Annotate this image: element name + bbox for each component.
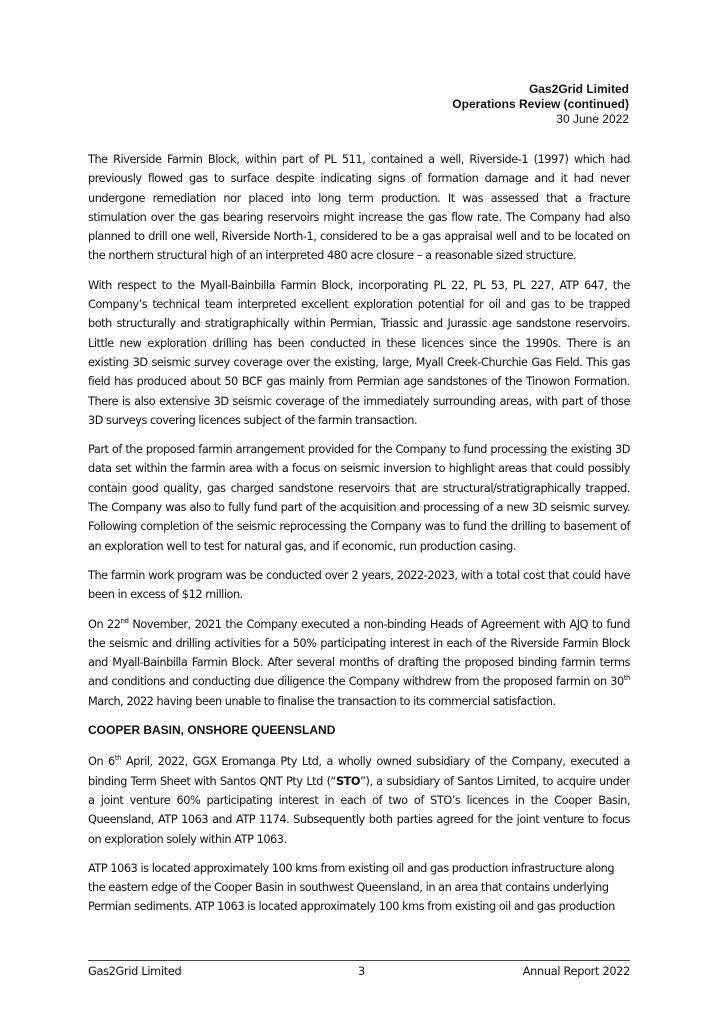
text-segment: March, 2022 having been unable to finalise the transaction to its commercial satisfaction. <box>88 694 556 708</box>
bold-term: STO <box>335 774 361 788</box>
header-company: Gas2Grid Limited <box>528 82 629 96</box>
footer-page-number: 3 <box>358 965 365 978</box>
header-section-title: Operations Review (continued) <box>452 97 629 111</box>
text-segment: November, 2021 the Company executed a non-binding Heads of Agreement with AJQ to fund the seismic and drilling activities for a 50% participating interest in each of the Riverside Farmin Block and Myall-Bainbilla Farmin Block. After several months of drafting the proposed binding farmin terms and conditions and conducting due diligence the Company withdrew from the proposed farmin on 30 <box>88 617 630 689</box>
footer-company: Gas2Grid Limited <box>88 965 182 978</box>
superscript: th <box>623 674 630 683</box>
text-segment: On 22 <box>88 617 121 631</box>
paragraph-myall-bainbilla: With respect to the Myall-Bainbilla Farmin Block, incorporating PL 22, PL 53, PL 227, ATP 647, the Company’s technical team interpreted excellent exploration potential for oil and gas to be trapped both structurally and stratigraphically within Permian, Triassic and Jurassic age sandstone reservoirs. Little new exploration drilling has been conducted in these licences since the 1990s. There is an existing 3D seismic survey coverage over the existing, large, Myall Creek-Churchie Gas Field. This gas field has produced about 50 BCF gas mainly from Permian age sandstones of the Tinowon Formation. There is also extensive 3D seismic coverage of the immediately surrounding areas, with part of those 3D surveys covering licences subject of the farmin transaction. <box>88 278 630 427</box>
paragraph-work-program: The farmin work program was be conducted over 2 years, 2022-2023, with a total cost that could have been in excess of $12 million. <box>88 568 630 602</box>
section-heading-cooper-basin: COOPER BASIN, ONSHORE QUEENSLAND <box>88 723 336 738</box>
page-footer <box>88 960 630 985</box>
page-header <box>452 82 629 127</box>
superscript: nd <box>120 616 129 625</box>
paragraph-heads-of-agreement <box>88 615 630 711</box>
header-date: 30 June 2022 <box>556 112 629 126</box>
paragraph-term-sheet <box>88 752 630 848</box>
superscript: th <box>114 754 122 763</box>
text-segment: On 6 <box>88 755 115 769</box>
paragraph-farmin-arrangement: Part of the proposed farmin arrangement provided for the Company to fund processing the existing 3D data set within the farmin area with a focus on seismic inversion to highlight areas that could possibly contain good quality, gas charged sandstone reservoirs that are structural/stratigraphically trapped. The Company was also to fully fund part of the acquisition and processing of a new 3D seismic survey. Following completion of the seismic reprocessing the Company was to fund the drilling to basement of an exploration well to test for natural gas, and if economic, run production casing. <box>88 443 630 553</box>
paragraph-atp-1063: ATP 1063 is located approximately 100 kms from existing oil and gas production infrastructure along the eastern edge of the Cooper Basin in southwest Queensland, in an area that contains underlying Permian sediments. ATP 1063 is located approximately 100 kms from existing oil and gas production <box>88 861 615 914</box>
report-body <box>88 150 630 927</box>
paragraph-riverside: The Riverside Farmin Block, within part of PL 511, contained a well, Riverside-1 (1997) which had previously flowed gas to surface despite indicating signs of formation damage and it had never undergone remediation nor placed into long term production. It was assessed that a fracture stimulation over the gas bearing reservoirs might increase the gas flow rate. The Company had also planned to drill one well, Riverside North-1, considered to be a gas appraisal well and to be located on the northern structural high of an interpreted 480 acre closure – a reasonable sized structure. <box>88 153 630 263</box>
text-segment: ”), a subsidiary of Santos Limited, to acquire under a joint venture 60% participating interest in each of two of STO’s licences in the Cooper Basin, Queensland, ATP 1063 and ATP 1174. Subsequently both parties agreed for the joint venture to focus on exploration solely within ATP 1063. <box>88 774 630 846</box>
footer-report-title: Annual Report 2022 <box>522 965 630 978</box>
text-segment: April, 2022, GGX Eromanga Pty Ltd, a wholly owned subsidiary of the Company, executed a binding Term Sheet with Santos QNT Pty Ltd (“ <box>88 755 631 788</box>
